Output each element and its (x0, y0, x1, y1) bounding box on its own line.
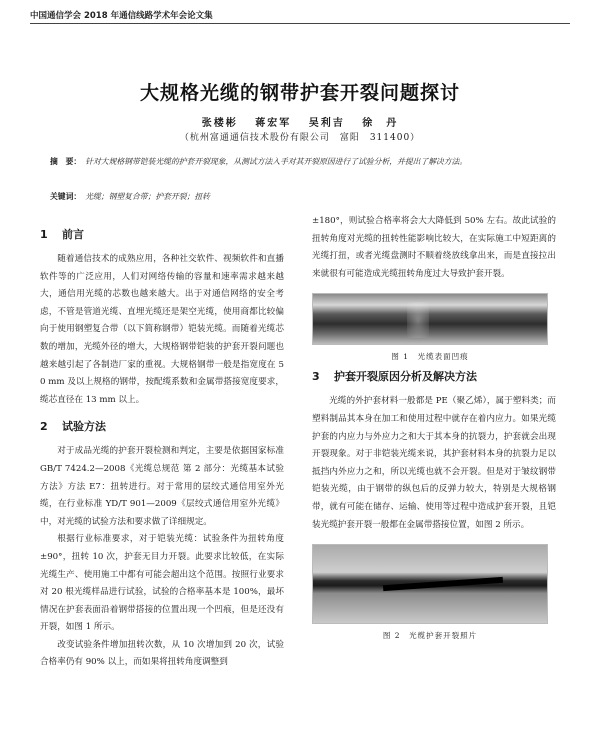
figure-caption: 图 2 光缆护套开裂照片 (382, 631, 478, 641)
keywords (50, 191, 550, 202)
section-number: 1 (40, 228, 48, 241)
body-paragraph: 对于成品光缆的护套开裂检测和判定，主要是依据国家标准 GB/T 7424.2—2008《光缆总规范 第 2 部分：光缆基本试验方法》方法 E7：扭转进行。对于常用的层绞式通信用室外光缆，在行业标准 YD/T 901—2009《层绞式通信用室外光缆》中，对光缆的试验方法和要求做了详细规定。 (40, 446, 284, 527)
figure-1 (312, 293, 548, 363)
paper-title: 大规格光缆的钢带护套开裂问题探讨 (139, 82, 460, 104)
section-number: 2 (40, 420, 48, 434)
body-paragraph-continued: ±180°，则试验合格率将会大大降低到 50% 左右。故此试验的扭转角度对光缆的扭转性能影响比较大，在实际施工中短距离的光缆打扭，或者光缆盘测时不顺着绕放线拿出来，而是直接拉出来就很有可能造成光缆扭转角度过大导致护套开裂。 (312, 216, 556, 279)
running-head: 中国通信学会 2018 年通信线路学术年会论文集 (30, 11, 213, 21)
keywords-label: 关键词： (50, 192, 82, 201)
header-rule (30, 23, 570, 24)
section-heading-cause-analysis (312, 369, 556, 385)
section-title: 护套开裂原因分析及解决方法 (334, 370, 477, 384)
author-list (0, 114, 600, 129)
abstract (50, 154, 550, 169)
left-column (40, 225, 284, 672)
right-column (312, 213, 556, 648)
body-paragraph: 改变试验条件增加扭转次数，从 10 次增加到 20 次，试验合格率仍有 90% 以上，而如果将扭转角度调整到 (40, 639, 284, 668)
author-name: 蒋宏军 (255, 118, 292, 129)
body-paragraph: 光缆的外护套材料一般都是 PE（聚乙烯），属于塑料类；而塑料制品其本身在加工和使用过程中就存在着内应力。如果光缆护套的内应力与外应力之和大于其本身的抗裂力，护套就会出现开裂现象。对于非铠装光缆来说，其护套材料本身的抗裂力足以抵挡内外应力之和，所以光缆也就不会开裂。但是对于皱纹钢带铠装光缆，由于钢带的纵包后的反弹力较大，特别是大规格钢带，就有可能在储存、运输、使用等过程中造成护套开裂，且铠装光缆护套开裂一般都在金属带搭接位置，如图 2 所示。 (312, 396, 556, 530)
abstract-label: 摘 要： (50, 157, 82, 166)
section-heading-test-method (40, 419, 284, 435)
author-name: 张楼彬 (201, 118, 238, 129)
section-title: 前言 (62, 228, 84, 241)
section-number: 3 (312, 370, 320, 384)
keywords-text: 光缆；钢塑复合带；护套开裂；扭转 (85, 192, 210, 201)
figure-caption: 图 1 光缆表面凹痕 (391, 352, 469, 362)
figure-2 (312, 544, 548, 642)
cable-surface-dent-photo (312, 293, 548, 345)
author-name: 吴利吉 (308, 118, 345, 129)
section-title: 试验方法 (62, 420, 106, 434)
affiliation: （杭州富通通信技术股份有限公司 富阳 311400） (179, 133, 421, 143)
body-paragraph: 根据行业标准要求，对于铠装光缆：试验条件为扭转角度 ±90°，扭转 10 次，护套无目力开裂。此要求比较低，在实际光缆生产、使用施工中都有可能会超出这个范围。按照行业要求对 20 根光缆样品进行试验，试验的合格率基本是 100%，最坏情况在护套表面沿着钢带搭接的位置出现一个凹痕，但是还没有开裂，如图 1 所示。 (40, 534, 284, 633)
author-name: 徐 丹 (362, 118, 399, 129)
section-heading-intro (40, 227, 284, 243)
sheath-crack-photo (312, 544, 548, 624)
abstract-text: 针对大规格钢带铠装光缆的护套开裂现象，从测试方法入手对其开裂原因进行了试验分析，并提出了解决方法。 (85, 157, 468, 166)
body-paragraph: 随着通信技术的成熟应用，各种社交软件、视频软件和直播软件等的广泛应用，人们对网络传输的容量和速率需求越来越大，通信用光缆的芯数也越来越大。出于对通信网络的安全考虑，不管是管道光缆、直埋光缆还是架空光缆，使用商都比较偏向于使用钢塑复合带（以下简称钢带）铠装光缆。而随着光缆芯数的增加，光缆外径的增大，大规格钢带铠装的护套开裂问题也越来越引起了各制造厂家的重视。大规格钢带一般是指宽度在 50 mm 及以上规格的钢带，按配缆系数和金属带搭接宽度要求，缆芯直径在 13 mm 以上。 (40, 254, 284, 405)
